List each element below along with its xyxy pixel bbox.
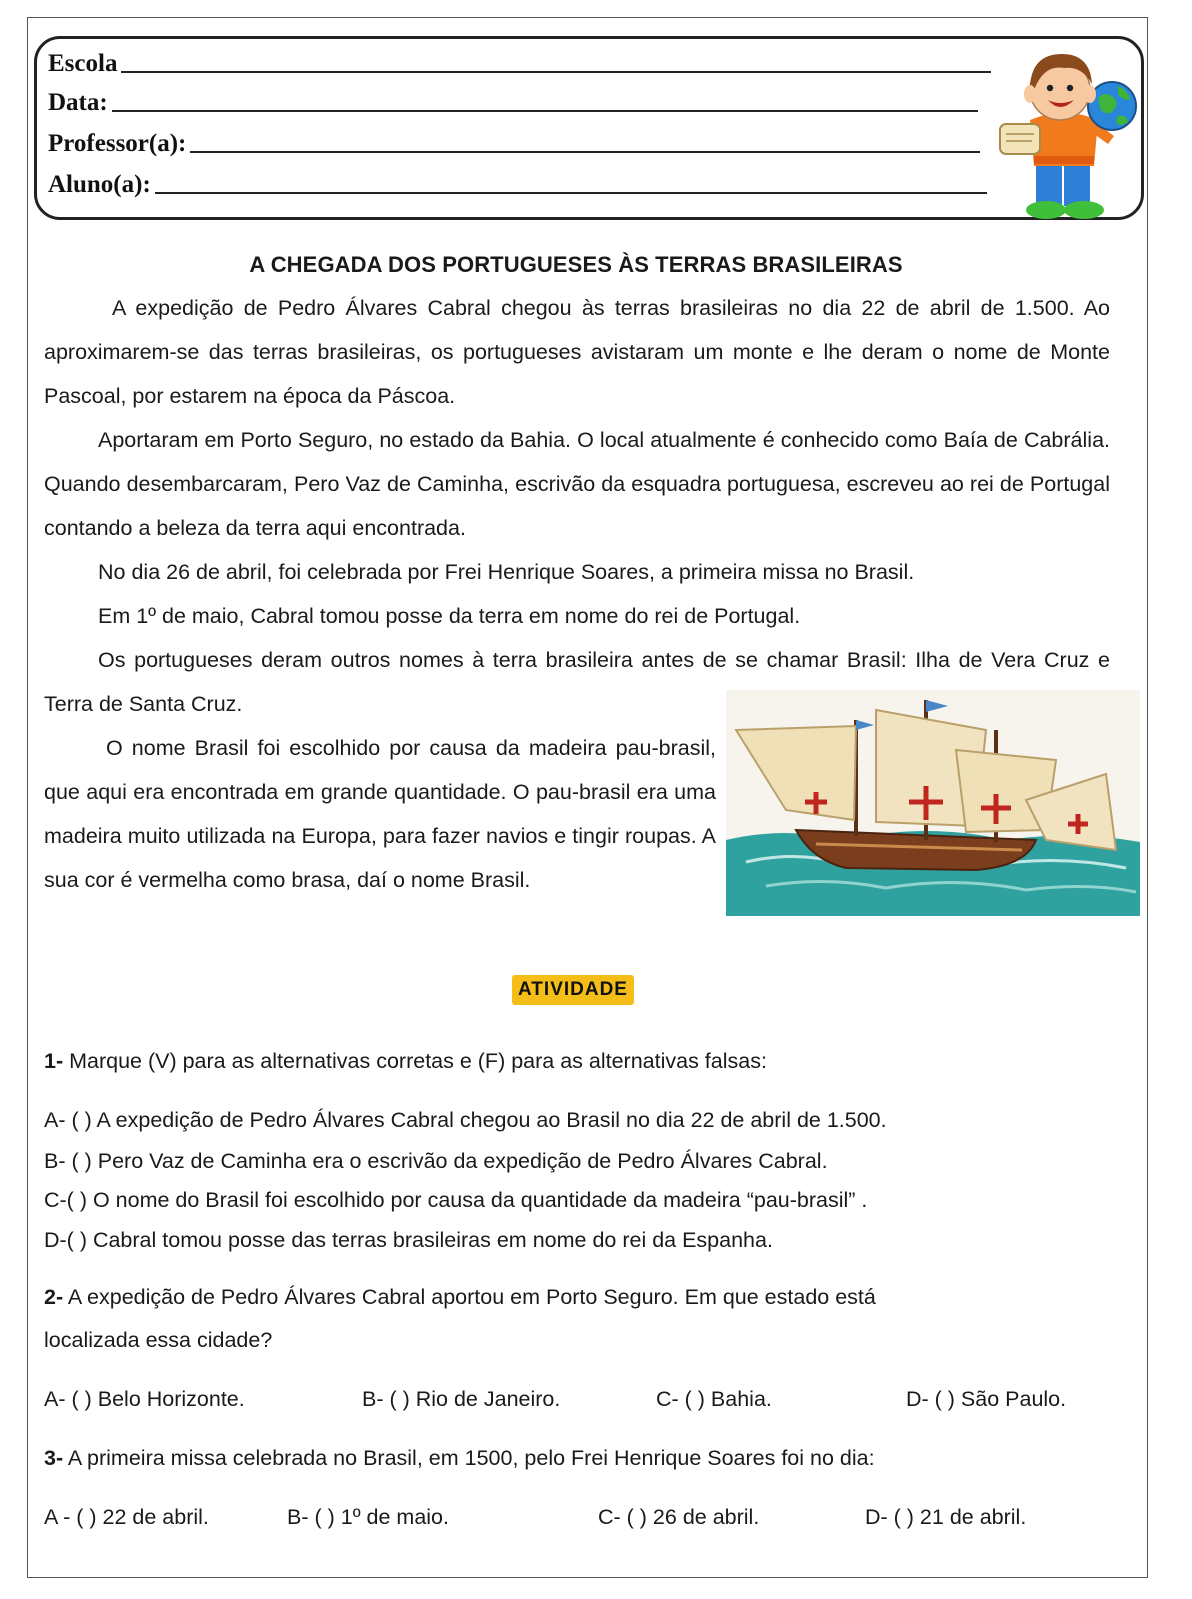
escola-line (48, 50, 991, 78)
professor-field[interactable] (190, 150, 980, 153)
paragraph-5: Os portugueses deram outros nomes à terra brasileira antes de se chamar Brasil: Ilha de Vera Cruz e Terra de Santa Cruz. (44, 648, 1110, 716)
paragraph-6: O nome Brasil foi escolhido por causa da madeira pau-brasil, que aqui era encontrada em grande quantidade. O pau-brasil era uma madeira muito utilizada na Europa, para fazer navios e tingir roupas. A sua cor é vermelha como brasa, daí o nome Brasil. (44, 736, 716, 892)
caravel-ship-illustration (726, 690, 1140, 916)
aluno-line (48, 171, 987, 199)
question-1 (44, 1049, 767, 1074)
data-line (48, 89, 978, 117)
professor-label: Professor(a): (48, 130, 187, 157)
q3-option-d[interactable]: D- ( ) 21 de abril. (865, 1505, 1027, 1529)
q2-option-b[interactable]: B- ( ) Rio de Janeiro. (362, 1387, 561, 1411)
paragraph-2: Aportaram em Porto Seguro, no estado da Bahia. O local atualmente é conhecido como Baía de Cabrália. Quando desembarcaram, Pero Vaz de Caminha, escrivão da esquadra portuguesa, escreveu ao rei de Portugal contando a beleza da terra aqui encontrada. (44, 428, 1110, 540)
data-label: Data: (48, 89, 108, 116)
escola-field[interactable] (121, 70, 991, 73)
q1-option-a[interactable]: A- ( ) A expedição de Pedro Álvares Cabral chegou ao Brasil no dia 22 de abril de 1.500. (44, 1108, 887, 1132)
question-2-text-line2: localizada essa cidade? (44, 1328, 273, 1352)
q1-option-c[interactable]: C-( ) O nome do Brasil foi escolhido por causa da quantidade da madeira “pau-brasil” . (44, 1188, 868, 1212)
q2-option-c[interactable]: C- ( ) Bahia. (656, 1387, 772, 1411)
paragraph-1: A expedição de Pedro Álvares Cabral chegou às terras brasileiras no dia 22 de abril de 1.500. Ao aproximarem-se das terras brasileiras, os portugueses avistaram um monte e lhe deram o nome de Monte Pascoal, por estarem na época da Páscoa. (44, 296, 1110, 408)
q1-option-b[interactable]: B- ( ) Pero Vaz de Caminha era o escrivão da expedição de Pedro Álvares Cabral. (44, 1149, 828, 1173)
q2-option-d[interactable]: D- ( ) São Paulo. (906, 1387, 1067, 1411)
q3-option-c[interactable]: C- ( ) 26 de abril. (598, 1505, 760, 1529)
question-3-text: A primeira missa celebrada no Brasil, em 1500, pelo Frei Henrique Soares foi no dia: (63, 1446, 875, 1470)
question-2-text: A expedição de Pedro Álvares Cabral aportou em Porto Seguro. Em que estado está (63, 1285, 876, 1309)
activity-badge: ATIVIDADE (512, 975, 634, 1005)
page-title: A CHEGADA DOS PORTUGUESES ÀS TERRAS BRASILEIRAS (249, 252, 903, 277)
escola-label: Escola (48, 50, 118, 77)
professor-line (48, 130, 980, 158)
question-2-number: 2- (44, 1285, 64, 1309)
q2-option-a[interactable]: A- ( ) Belo Horizonte. (44, 1387, 245, 1411)
question-2 (44, 1285, 876, 1310)
aluno-label: Aluno(a): (48, 171, 151, 198)
question-3-number: 3- (44, 1446, 64, 1470)
student-mascot-illustration (994, 40, 1142, 220)
q3-option-a[interactable]: A - ( ) 22 de abril. (44, 1505, 209, 1529)
aluno-field[interactable] (155, 191, 987, 194)
question-3 (44, 1446, 875, 1471)
paragraph-4: Em 1º de maio, Cabral tomou posse da terra em nome do rei de Portugal. (98, 604, 801, 628)
question-1-text: Marque (V) para as alternativas corretas e (F) para as alternativas falsas: (63, 1049, 767, 1073)
q3-option-b[interactable]: B- ( ) 1º de maio. (287, 1505, 449, 1529)
paragraph-3: No dia 26 de abril, foi celebrada por Frei Henrique Soares, a primeira missa no Brasil. (98, 560, 915, 584)
question-1-number: 1- (44, 1049, 64, 1073)
data-field[interactable] (112, 109, 978, 112)
q1-option-d[interactable]: D-( ) Cabral tomou posse das terras brasileiras em nome do rei da Espanha. (44, 1228, 773, 1252)
